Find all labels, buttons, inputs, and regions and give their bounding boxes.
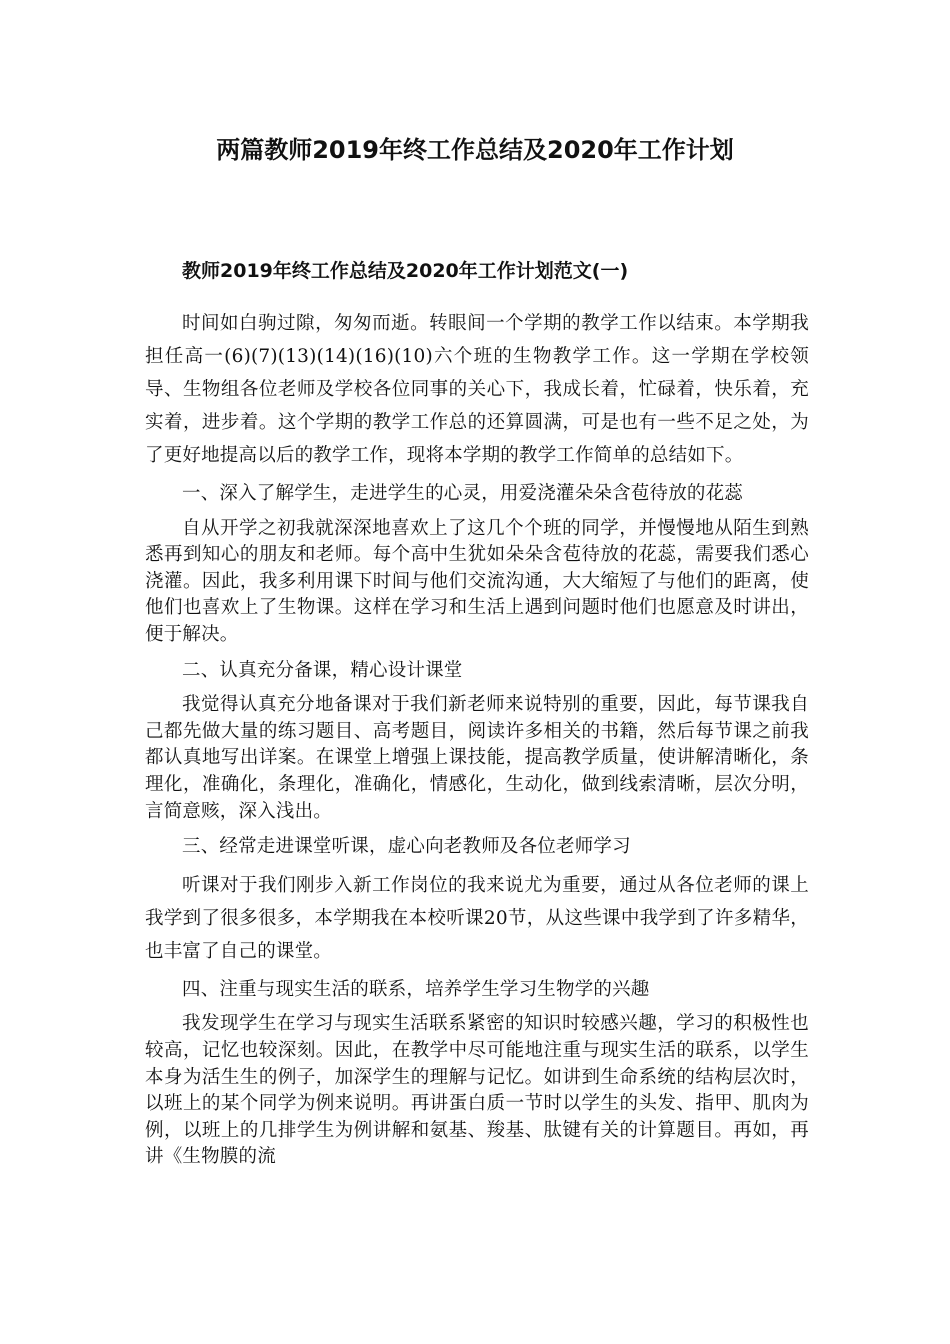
paragraph-4: 我发现学生在学习与现实生活联系紧密的知识时较感兴趣，学习的积极性也较高，记忆也较深刻。因此，在教学中尽可能地注重与现实生活的联系，以学生本身为活生生的例子，加深学生的理解与记忆。如讲到生命系统的结构层次时，以班上的某个同学为例来说明。再讲蛋白质一节时以学生的头发、指甲、肌肉为例，以班上的几排学生为例讲解和氨基、羧基、肽键有关的计算题目。再如，再讲《生物膜的流: [145, 1013, 809, 1168]
paragraph-1: 自从开学之初我就深深地喜欢上了这几个个班的同学，并慢慢地从陌生到熟悉再到知心的朋友和老师。每个高中生犹如朵朵含苞待放的花蕊，需要我们悉心浇灌。因此，我多利用课下时间与他们交流沟通，大大缩短了与他们的距离，使他们也喜欢上了生物课。这样在学习和生活上遇到问题时他们也愿意及时讲出，便于解决。: [145, 517, 809, 645]
section-title: 教师2019年终工作总结及2020年工作计划范文(一): [182, 260, 629, 282]
document-body: [145, 307, 809, 1180]
document-title: 两篇教师2019年终工作总结及2020年工作计划: [216, 136, 734, 164]
paragraph-3: 听课对于我们刚步入新工作岗位的我来说尤为重要，通过从各位老师的课上我学到了很多很多，本学期我在本校听课20节，从这些课中我学到了许多精华，也丰富了自己的课堂。: [145, 874, 809, 962]
subheading-4: 四、注重与现实生活的联系，培养学生学习生物学的兴趣: [182, 978, 650, 1000]
subheading-1: 一、深入了解学生，走进学生的心灵，用爱浇灌朵朵含苞待放的花蕊: [182, 483, 744, 504]
paragraph-2: 我觉得认真充分地备课对于我们新老师来说特别的重要，因此，每节课我自己都先做大量的练习题目、高考题目，阅读许多相关的书籍，然后每节课之前我都认真地写出详案。在课堂上增强上课技能，提高教学质量，使讲解清晰化，条理化，准确化，条理化，准确化，情感化，生动化，做到线索清晰，层次分明，言简意赅，深入浅出。: [145, 694, 809, 822]
subheading-3: 三、经常走进课堂听课，虚心向老教师及各位老师学习: [182, 836, 631, 858]
paragraph-intro: 时间如白驹过隙，匆匆而逝。转眼间一个学期的教学工作以结束。本学期我担任高一(6)(7)(13)(14)(16)(10)六个班的生物教学工作。这一学期在学校领导、生物组各位老师及学校各位同事的关心下，我成长着，忙碌着，快乐着，充实着，进步着。这个学期的教学工作总的还算圆满，可是也有一些不足之处，为了更好地提高以后的教学工作，现将本学期的教学工作简单的总结如下。: [145, 313, 809, 466]
subheading-2: 二、认真充分备课，精心设计课堂: [182, 659, 463, 681]
